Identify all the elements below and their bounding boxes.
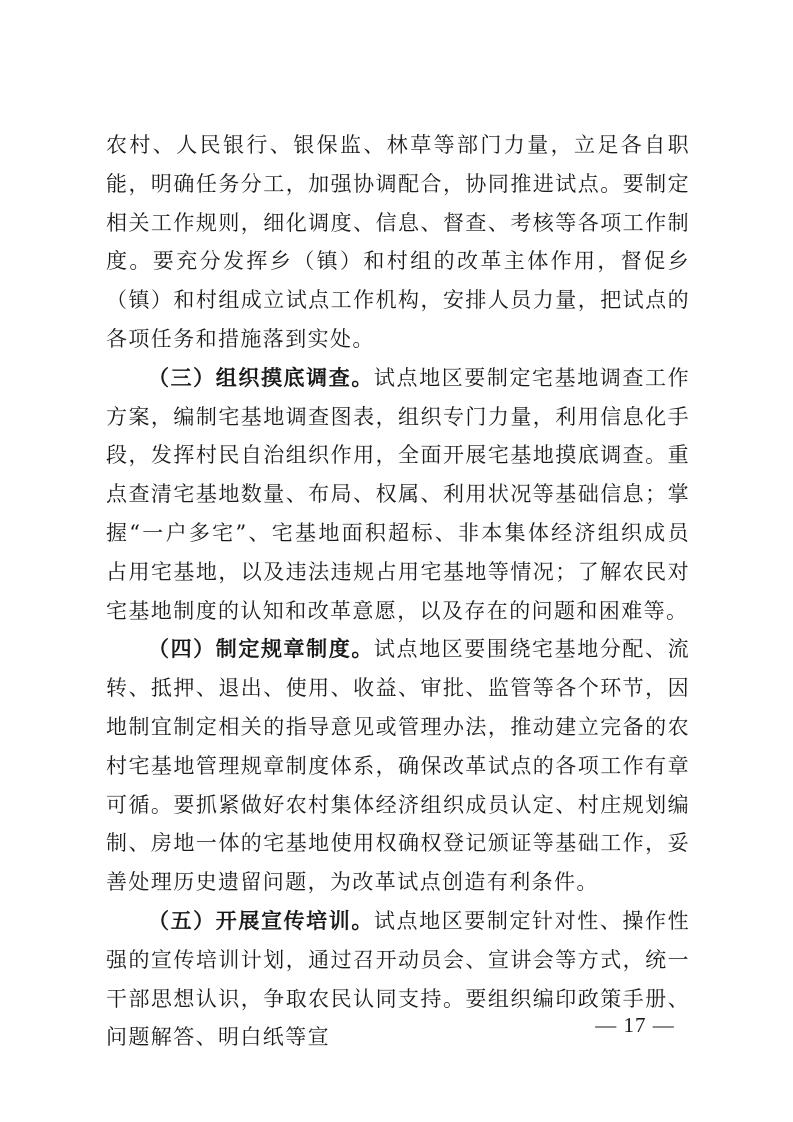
paragraph-body: 农村、人民银行、银保监、林草等部门力量，立足各自职能，明确任务分工，加强协调配合，协同推进试点。要制定相关工作规则，细化调度、信息、督查、考核等各项工作制度。要充分发挥乡（镇）和村组的改革主体作用，督促乡（镇）和村组成立试点工作机构，安排人员力量，把试点的各项任务和措施落到实处。 [106,133,690,351]
paragraph-body: 试点地区要制定宅基地调查工作方案，编制宅基地调查图表，组织专门力量，利用信息化手段，发挥村民自治组织作用，全面开展宅基地摸底调查。重点查清宅基地数量、布局、权属、利用状况等基础信息；掌握“一户多宅”、宅基地面积超标、非本集体经济组织成员占用宅基地，以及违法违规占用宅基地等情况；了解农民对宅基地制度的认知和改革意愿，以及存在的问题和困难等。 [106,365,691,623]
body-text [106,126,690,1057]
paragraph-continuation [106,126,690,359]
paragraph-section-3 [106,359,690,631]
section-heading: （四）制定规章制度。 [148,636,374,662]
paragraph-body: 试点地区要制定针对性、操作性强的宣传培训计划，通过召开动员会、宣讲会等方式，统一干部思想认识，争取农民认同支持。要组织编印政策手册、问题解答、明白纸等宣 [106,908,691,1050]
page-number: — 17 — [595,1013,675,1037]
section-heading: （五）开展宣传培训。 [148,907,374,933]
paragraph-section-4 [106,630,690,902]
paragraph-body: 试点地区要围绕宅基地分配、流转、抵押、退出、使用、收益、审批、监管等各个环节，因地制宜制定相关的指导意见或管理办法，推动建立完备的农村宅基地管理规章制度体系，确保改革试点的各项工作有章可循。要抓紧做好农村集体经济组织成员认定、村庄规划编制、房地一体的宅基地使用权确权登记颁证等基础工作，妥善处理历史遗留问题，为改革试点创造有利条件。 [106,637,691,895]
section-heading: （三）组织摸底调查。 [148,364,374,390]
